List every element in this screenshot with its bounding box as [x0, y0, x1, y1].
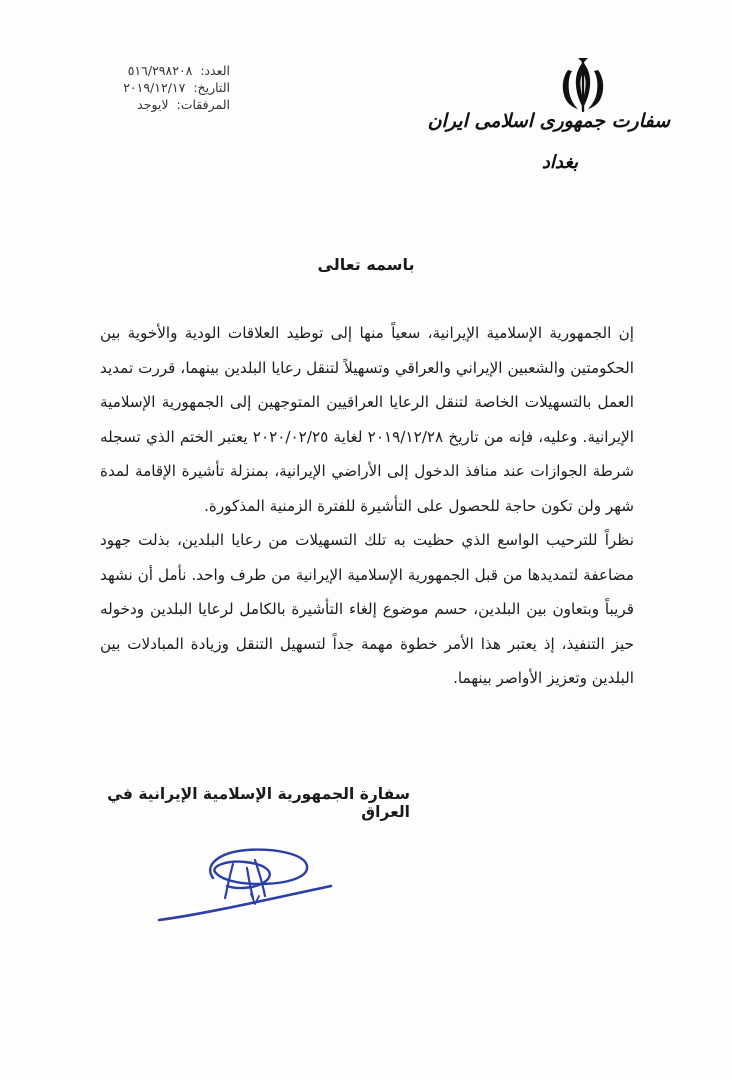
handwritten-signature: [155, 838, 335, 928]
paragraph-2: نظراً للترحيب الواسع الذي حظيت به تلك التسهيلات من رعايا البلدين، بذلت جهود مضاعفة لتمديدها من قبل الجمهورية الإسلامية الإيرانية من طرف واحد. نأمل أن نشهد قريباً وبتعاون بين البلدين، حسم موضوع إلغاء التأشيرة بالكامل لرعايا البلدين ودخوله حيز التنفيذ، إذ يعتبر هذا الأمر خطوة مهمة جداً لتسهيل التنقل وزيادة المبادلات بين البلدين وتعزيز الأواصر بينهما.: [100, 531, 634, 687]
reference-block: [80, 62, 230, 113]
embassy-name: سفارت جمهوری اسلامی ایران: [427, 110, 670, 132]
letter-body: [100, 316, 634, 696]
reference-number: العدد: ٥١٦/٢٩٨٢٠٨: [127, 63, 230, 78]
sender-signature-line: سفارة الجمهورية الإسلامية الإيرانية في العراق: [107, 785, 410, 821]
embassy-city: بغداد: [541, 152, 579, 173]
reference-date: التاريخ: ٢٠١٩/١٢/١٧: [123, 80, 230, 95]
reference-attachments: المرفقات: لايوجد: [137, 97, 230, 112]
iran-emblem-icon: [548, 58, 618, 114]
paragraph-1: إن الجمهورية الإسلامية الإيرانية، سعياً منها إلى توطيد العلاقات الودية والأخوية بين الحكومتين والشعبين الإيراني والعراقي وتسهيلاً لتنقل رعايا البلدين بينهما، قررت تمديد العمل بالتسهيلات الخاصة لتنقل الرعايا العراقيين المتوجهين إلى الجمهورية الإسلامية الإيرانية. وعليه، فإنه من تاريخ ٢٠١٩/١٢/٢٨ لغاية ٢٠٢٠/٠٢/٢٥ يعتبر الختم الذي تسجله شرطة الجوازات عند منافذ الدخول إلى الأراضي الإيرانية، بمنزلة تأشيرة الإقامة لمدة شهر ولن تكون حاجة للحصول على التأشيرة للفترة الزمنية المذكورة.: [100, 324, 634, 515]
letter-opening: باسمه تعالى: [317, 255, 415, 274]
